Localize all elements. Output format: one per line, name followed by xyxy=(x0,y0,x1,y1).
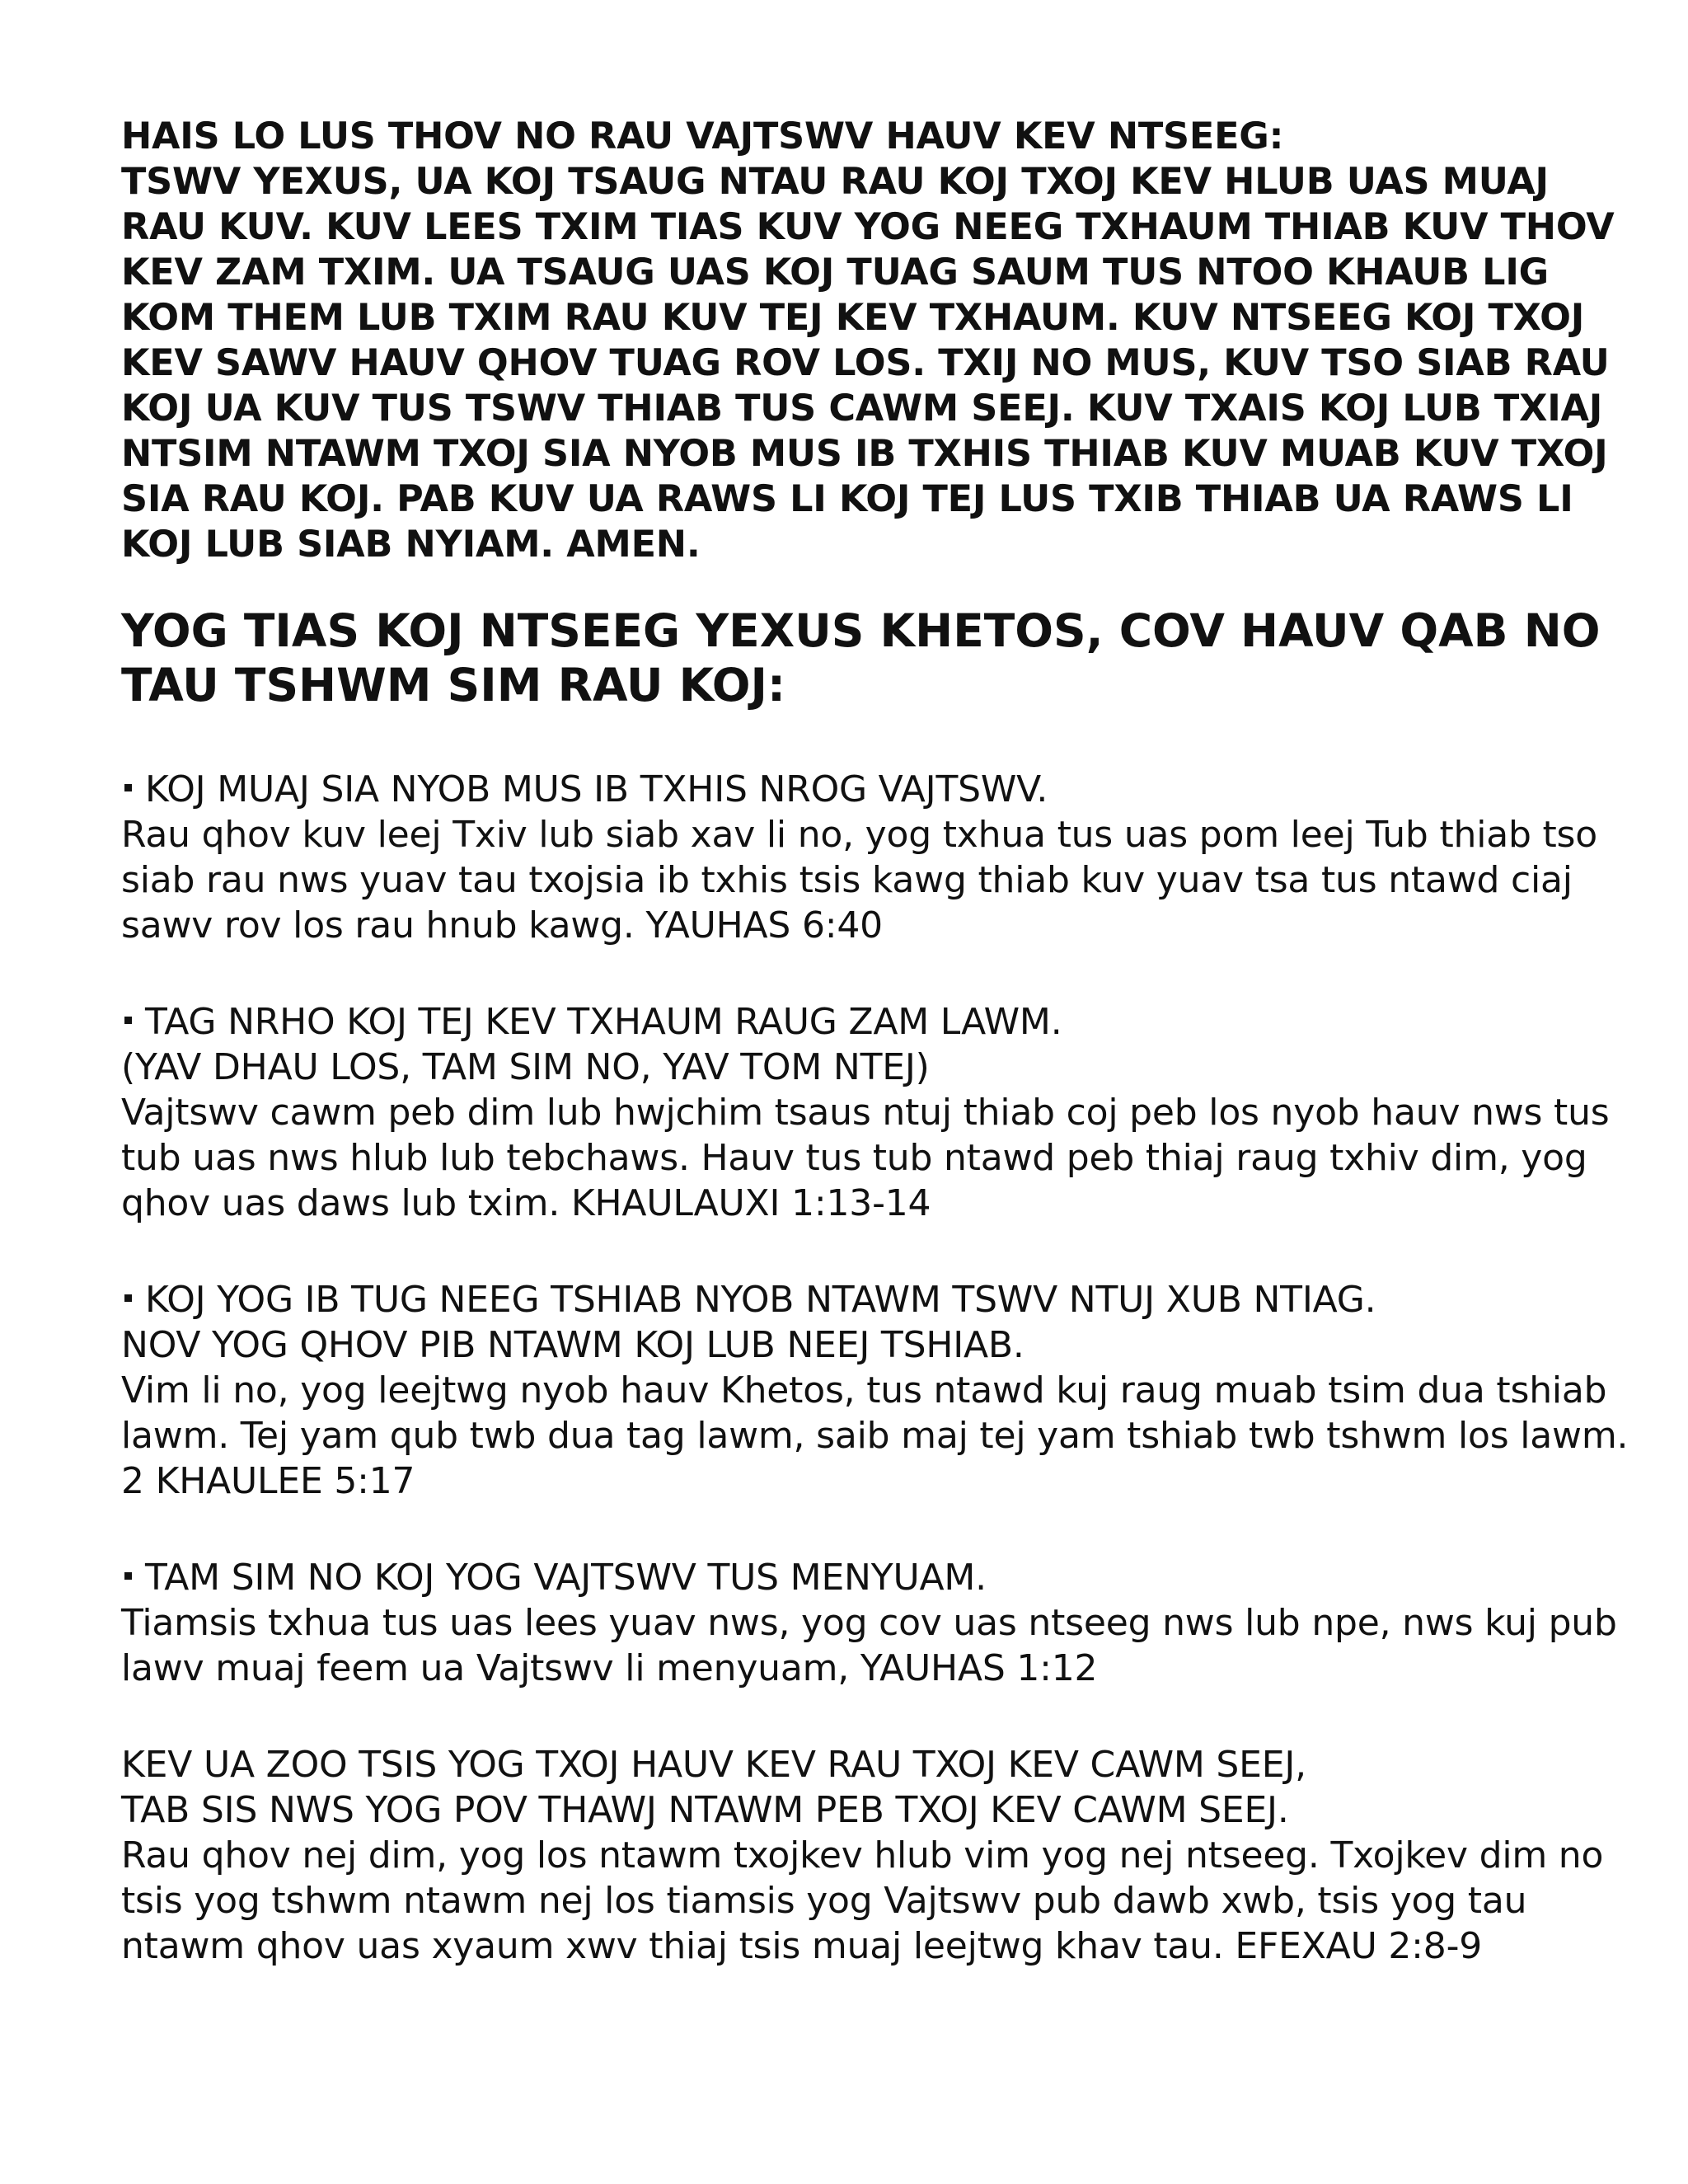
block-new-person xyxy=(121,1277,1639,1504)
block-text: Tiamsis txhua tus uas lees yuav nws, yog cov uas ntseeg nws lub npe, nws kuj pub lawv muaj feem ua Vajtswv li menyuam, YAUHAS 1:12 xyxy=(121,1602,1617,1689)
block-subheadline: (YAV DHAU LOS, TAM SIM NO, YAV TOM NTEJ) xyxy=(121,1046,930,1088)
bullet-icon xyxy=(124,784,132,791)
block-text: Vim li no, yog leejtwg nyob hauv Khetos, tus ntawd kuj raug muab tsim dua tshiab lawm. Tej yam qub twb dua tag lawm, saib maj tej yam tshiab twb tshwm los lawm. 2 KHAULEE 5:17 xyxy=(121,1369,1629,1502)
block-eternal-life xyxy=(121,767,1639,948)
bullet-icon xyxy=(124,1572,132,1580)
block-text: Rau qhov nej dim, yog los ntawm txojkev hlub vim yog nej ntseeg. Txojkev dim no tsis yog tshwm ntawm nej los tiamsis yog Vajtswv pub dawb xwb, tsis yog tau ntawm qhov uas xyaum xwv thiaj tsis muaj leejtwg khav tau. EFEXAU 2:8-9 xyxy=(121,1834,1604,1967)
block-headline-text: KOJ YOG IB TUG NEEG TSHIAB NYOB NTAWM TSWV NTUJ XUB NTIAG. xyxy=(145,1279,1376,1321)
block-child-of-god xyxy=(121,1555,1639,1691)
block-text: Vajtswv cawm peb dim lub hwjchim tsaus ntuj thiab coj peb los nyob hauv nws tus tub uas nws hlub lub tebchaws. Hauv tus tub ntawd peb thiaj raug txhiv dim, yog qhov uas daws lub txim. KHAULAUXI 1:13-14 xyxy=(121,1092,1610,1224)
blocks xyxy=(121,767,1639,1969)
block-text: Rau qhov kuv leej Txiv lub siab xav li no, yog txhua tus uas pom leej Tub thiab tso siab rau nws yuav tau txojsia ib txhis tsis kawg thiab kuv yuav tsa tus ntawd ciaj sawv rov los rau hnub kawg. YAUHAS 6:40 xyxy=(121,814,1597,946)
block-sins-forgiven xyxy=(121,999,1639,1226)
bullet-icon xyxy=(124,1017,132,1024)
block-headline xyxy=(121,767,1639,812)
block-headline xyxy=(121,1555,1639,1600)
block-good-works xyxy=(121,1742,1639,1969)
bullet-icon xyxy=(124,1294,132,1302)
block-headline-text: TAG NRHO KOJ TEJ KEV TXHAUM RAUG ZAM LAWM. xyxy=(145,1001,1062,1043)
block-headline-text: KOJ MUAJ SIA NYOB MUS IB TXHIS NROG VAJTSWV. xyxy=(145,768,1048,810)
block-headline-text: TAM SIM NO KOJ YOG VAJTSWV TUS MENYUAM. xyxy=(145,1557,987,1599)
prayer-heading: HAIS LO LUS THOV NO RAU VAJTSWV HAUV KEV NTSEEG: xyxy=(121,115,1284,157)
section-heading: YOG TIAS KOJ NTSEEG YEXUS KHETOS, COV HAUV QAB NO TAU TSHWM SIM RAU KOJ: xyxy=(121,604,1601,712)
prayer-body: TSWV YEXUS, UA KOJ TSAUG NTAU RAU KOJ TXOJ KEV HLUB UAS MUAJ RAU KUV. KUV LEES TXIM TIAS KUV YOG NEEG TXHAUM THIAB KUV THOV KEV ZAM TXIM. UA TSAUG UAS KOJ TUAG SAUM TUS NTOO KHAUB LIG KOM THEM LUB TXIM RAU KUV TEJ KEV TXHAUM. KUV NTSEEG KOJ TXOJ KEV SAWV HAUV QHOV TUAG ROV LOS. TXIJ NO MUS, KUV TSO SIAB RAU KOJ UA KUV TUS TSWV THIAB TUS CAWM SEEJ. KUV TXAIS KOJ LUB TXIAJ NTSIM NTAWM TXOJ SIA NYOB MUS IB TXHIS THIAB KUV MUAB KUV TXOJ SIA RAU KOJ. PAB KUV UA RAWS LI KOJ TEJ LUS TXIB THIAB UA RAWS LI KOJ LUB SIAB NYIAM. AMEN. xyxy=(121,161,1615,566)
block-headline xyxy=(121,999,1639,1045)
block-headline: KEV UA ZOO TSIS YOG TXOJ HAUV KEV RAU TXOJ KEV CAWM SEEJ, xyxy=(121,1744,1306,1786)
block-subheadline: NOV YOG QHOV PIB NTAWM KOJ LUB NEEJ TSHIAB. xyxy=(121,1324,1025,1366)
block-headline xyxy=(121,1277,1639,1322)
block-subheadline: TAB SIS NWS YOG POV THAWJ NTAWM PEB TXOJ KEV CAWM SEEJ. xyxy=(121,1789,1289,1831)
